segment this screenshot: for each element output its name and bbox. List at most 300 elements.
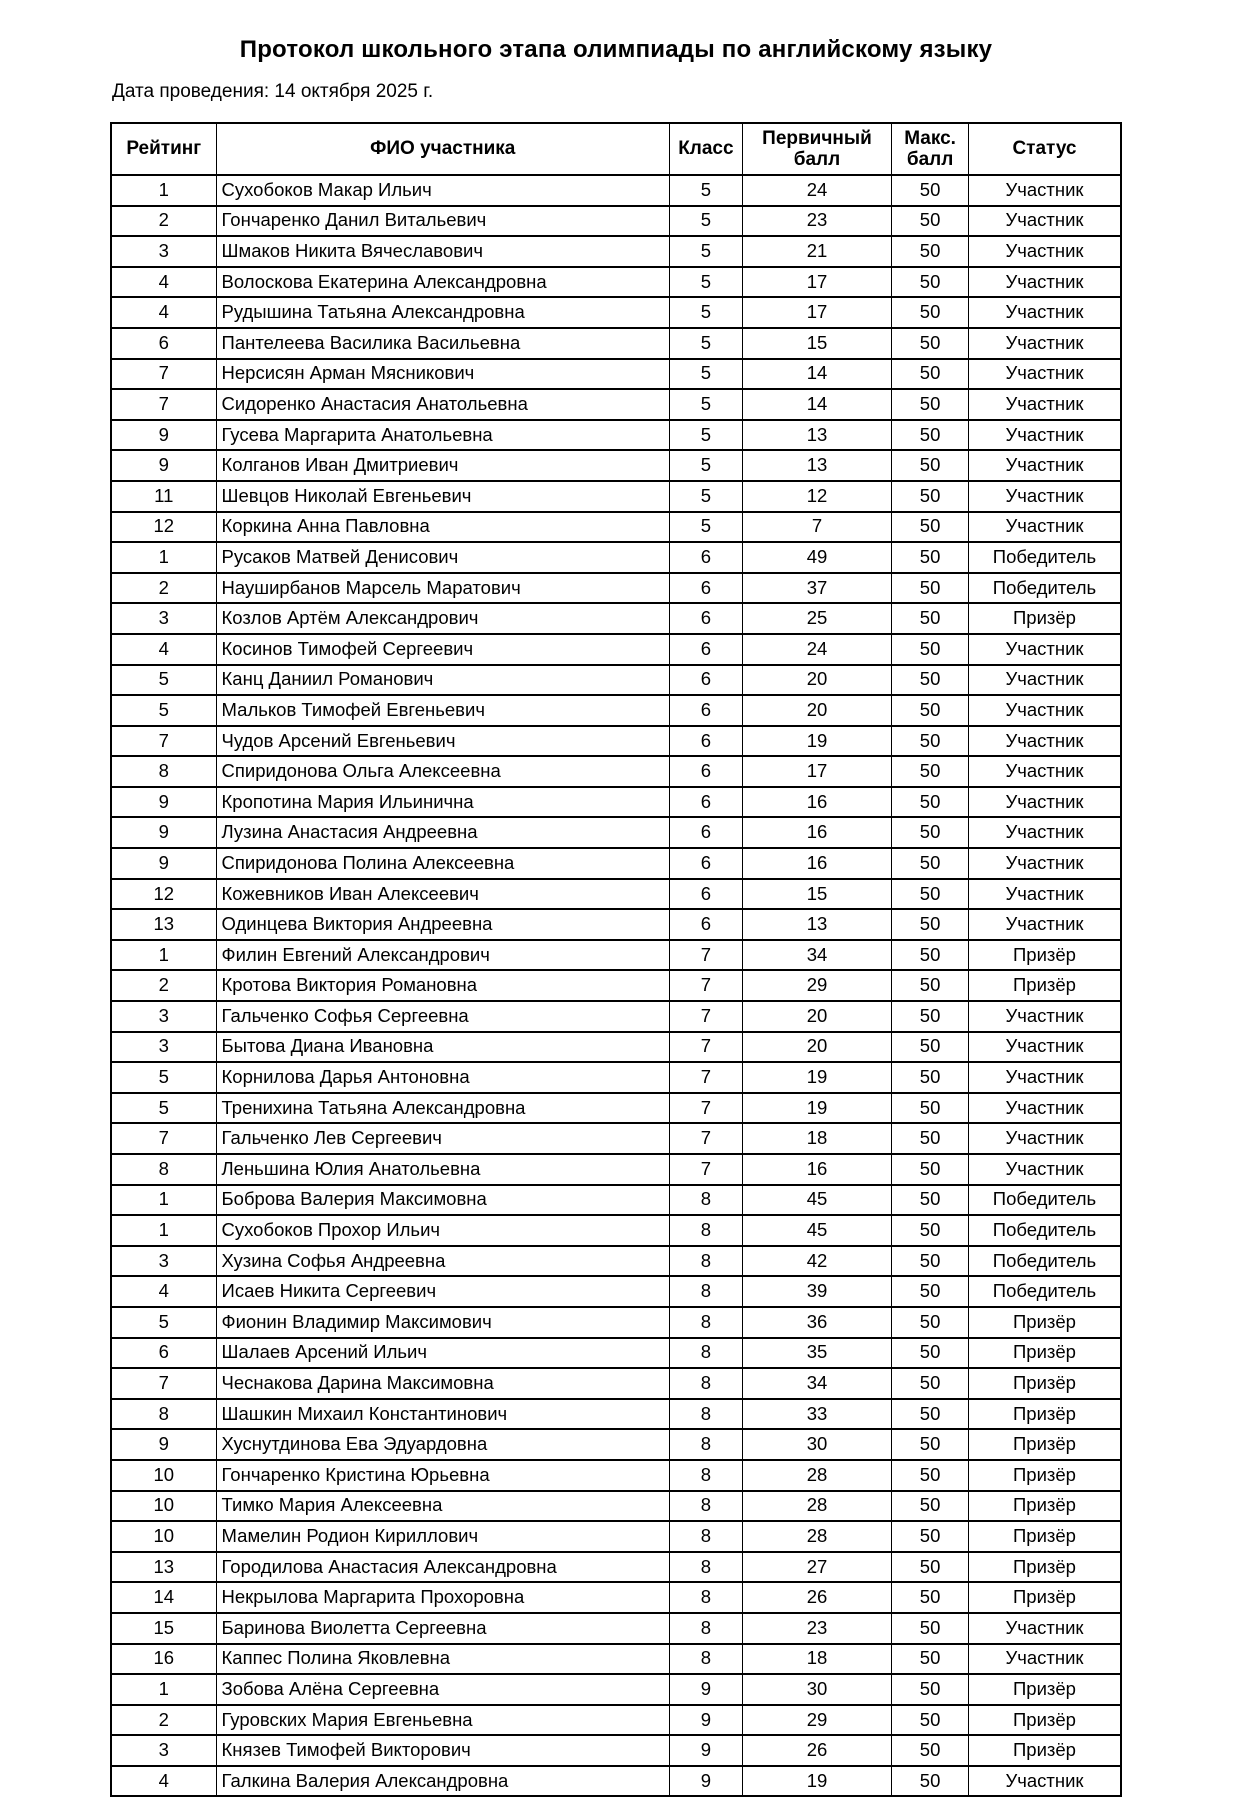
score-cell: 13: [742, 909, 891, 940]
rank-cell: 3: [111, 236, 216, 267]
score-cell: 14: [742, 359, 891, 390]
max-score-cell: 50: [892, 1735, 969, 1766]
grade-cell: 5: [670, 420, 743, 451]
table-row: [111, 1032, 1121, 1063]
score-cell: 19: [742, 1766, 891, 1797]
table-row: [111, 1766, 1121, 1797]
grade-cell: 6: [670, 756, 743, 787]
grade-cell: 6: [670, 817, 743, 848]
grade-cell: 8: [670, 1246, 743, 1277]
max-score-cell: 50: [892, 1338, 969, 1369]
max-score-cell: 50: [892, 1705, 969, 1736]
score-cell: 19: [742, 726, 891, 757]
name-cell: Сухобоков Прохор Ильич: [216, 1215, 670, 1246]
status-cell: Участник: [968, 512, 1121, 543]
name-cell: Корнилова Дарья Антоновна: [216, 1062, 670, 1093]
table-body: [111, 175, 1121, 1796]
table-row: [111, 1154, 1121, 1185]
name-cell: Гусева Маргарита Анатольевна: [216, 420, 670, 451]
name-cell: Каппес Полина Яковлевна: [216, 1644, 670, 1675]
score-cell: 16: [742, 787, 891, 818]
max-score-cell: 50: [892, 1491, 969, 1522]
max-score-cell: 50: [892, 1062, 969, 1093]
score-cell: 34: [742, 1368, 891, 1399]
grade-cell: 8: [670, 1613, 743, 1644]
score-cell: 34: [742, 940, 891, 971]
name-cell: Кропотина Мария Ильинична: [216, 787, 670, 818]
table-row: [111, 1093, 1121, 1124]
name-cell: Лузина Анастасия Андреевна: [216, 817, 670, 848]
status-cell: Участник: [968, 175, 1121, 206]
status-cell: Участник: [968, 909, 1121, 940]
table-row: [111, 726, 1121, 757]
table-row: [111, 481, 1121, 512]
max-score-cell: 50: [892, 1123, 969, 1154]
score-cell: 36: [742, 1307, 891, 1338]
score-cell: 16: [742, 848, 891, 879]
status-cell: Участник: [968, 389, 1121, 420]
score-cell: 28: [742, 1521, 891, 1552]
max-score-cell: 50: [892, 756, 969, 787]
max-score-cell: 50: [892, 1644, 969, 1675]
max-score-cell: 50: [892, 1276, 969, 1307]
max-score-cell: 50: [892, 1613, 969, 1644]
rank-cell: 5: [111, 1062, 216, 1093]
rank-cell: 4: [111, 1766, 216, 1797]
rank-cell: 5: [111, 1093, 216, 1124]
table-row: [111, 1705, 1121, 1736]
rank-cell: 13: [111, 1552, 216, 1583]
name-cell: Городилова Анастасия Александровна: [216, 1552, 670, 1583]
max-score-cell: 50: [892, 359, 969, 390]
table-row: [111, 1215, 1121, 1246]
col-header-score: Первичный балл: [742, 123, 891, 175]
grade-cell: 9: [670, 1766, 743, 1797]
rank-cell: 4: [111, 634, 216, 665]
max-score-cell: 50: [892, 328, 969, 359]
score-cell: 23: [742, 1613, 891, 1644]
status-cell: Участник: [968, 1062, 1121, 1093]
score-cell: 16: [742, 817, 891, 848]
max-score-cell: 50: [892, 297, 969, 328]
status-cell: Участник: [968, 236, 1121, 267]
grade-cell: 8: [670, 1276, 743, 1307]
status-cell: Победитель: [968, 1215, 1121, 1246]
status-cell: Участник: [968, 481, 1121, 512]
grade-cell: 5: [670, 267, 743, 298]
rank-cell: 1: [111, 1215, 216, 1246]
max-score-cell: 50: [892, 450, 969, 481]
grade-cell: 8: [670, 1644, 743, 1675]
rank-cell: 9: [111, 1429, 216, 1460]
grade-cell: 8: [670, 1307, 743, 1338]
col-header-name: ФИО участника: [216, 123, 670, 175]
col-header-status: Статус: [968, 123, 1121, 175]
rank-cell: 8: [111, 1399, 216, 1430]
max-score-cell: 50: [892, 909, 969, 940]
rank-cell: 1: [111, 1185, 216, 1216]
table-row: [111, 665, 1121, 696]
grade-cell: 5: [670, 328, 743, 359]
name-cell: Хуснутдинова Ева Эдуардовна: [216, 1429, 670, 1460]
rank-cell: 5: [111, 695, 216, 726]
name-cell: Тренихина Татьяна Александровна: [216, 1093, 670, 1124]
grade-cell: 7: [670, 970, 743, 1001]
table-row: [111, 359, 1121, 390]
grade-cell: 9: [670, 1705, 743, 1736]
grade-cell: 5: [670, 481, 743, 512]
score-cell: 35: [742, 1338, 891, 1369]
name-cell: Чудов Арсений Евгеньевич: [216, 726, 670, 757]
grade-cell: 8: [670, 1338, 743, 1369]
max-score-cell: 50: [892, 1766, 969, 1797]
score-cell: 49: [742, 542, 891, 573]
status-cell: Участник: [968, 1093, 1121, 1124]
table-row: [111, 542, 1121, 573]
grade-cell: 8: [670, 1215, 743, 1246]
table-row: [111, 236, 1121, 267]
table-row: [111, 389, 1121, 420]
name-cell: Гончаренко Кристина Юрьевна: [216, 1460, 670, 1491]
name-cell: Баринова Виолетта Сергеевна: [216, 1613, 670, 1644]
max-score-cell: 50: [892, 1552, 969, 1583]
table-row: [111, 1613, 1121, 1644]
status-cell: Участник: [968, 267, 1121, 298]
score-cell: 15: [742, 328, 891, 359]
status-cell: Призёр: [968, 1429, 1121, 1460]
max-score-cell: 50: [892, 1307, 969, 1338]
max-score-cell: 50: [892, 603, 969, 634]
table-row: [111, 1062, 1121, 1093]
rank-cell: 9: [111, 420, 216, 451]
score-cell: 25: [742, 603, 891, 634]
table-row: [111, 1674, 1121, 1705]
status-cell: Победитель: [968, 573, 1121, 604]
table-row: [111, 603, 1121, 634]
name-cell: Филин Евгений Александрович: [216, 940, 670, 971]
rank-cell: 9: [111, 787, 216, 818]
status-cell: Призёр: [968, 940, 1121, 971]
score-cell: 20: [742, 695, 891, 726]
grade-cell: 8: [670, 1399, 743, 1430]
status-cell: Участник: [968, 848, 1121, 879]
table-row: [111, 817, 1121, 848]
score-cell: 45: [742, 1215, 891, 1246]
rank-cell: 12: [111, 879, 216, 910]
table-row: [111, 1123, 1121, 1154]
max-score-cell: 50: [892, 481, 969, 512]
name-cell: Исаев Никита Сергеевич: [216, 1276, 670, 1307]
max-score-cell: 50: [892, 1674, 969, 1705]
max-score-cell: 50: [892, 420, 969, 451]
name-cell: Колганов Иван Дмитриевич: [216, 450, 670, 481]
table-row: [111, 1368, 1121, 1399]
max-score-cell: 50: [892, 879, 969, 910]
table-row: [111, 420, 1121, 451]
status-cell: Участник: [968, 665, 1121, 696]
status-cell: Участник: [968, 879, 1121, 910]
table-row: [111, 756, 1121, 787]
grade-cell: 7: [670, 1154, 743, 1185]
rank-cell: 3: [111, 1246, 216, 1277]
status-cell: Призёр: [968, 970, 1121, 1001]
score-cell: 19: [742, 1062, 891, 1093]
table-row: [111, 848, 1121, 879]
grade-cell: 6: [670, 634, 743, 665]
grade-cell: 5: [670, 359, 743, 390]
grade-cell: 5: [670, 236, 743, 267]
score-cell: 33: [742, 1399, 891, 1430]
rank-cell: 1: [111, 940, 216, 971]
name-cell: Шмаков Никита Вячеславович: [216, 236, 670, 267]
rank-cell: 16: [111, 1644, 216, 1675]
status-cell: Участник: [968, 359, 1121, 390]
rank-cell: 1: [111, 1674, 216, 1705]
status-cell: Призёр: [968, 1307, 1121, 1338]
max-score-cell: 50: [892, 389, 969, 420]
name-cell: Тимко Мария Алексеевна: [216, 1491, 670, 1522]
grade-cell: 7: [670, 1032, 743, 1063]
grade-cell: 8: [670, 1460, 743, 1491]
score-cell: 24: [742, 175, 891, 206]
status-cell: Победитель: [968, 1185, 1121, 1216]
rank-cell: 4: [111, 267, 216, 298]
status-cell: Участник: [968, 1032, 1121, 1063]
name-cell: Науширбанов Марсель Маратович: [216, 573, 670, 604]
rank-cell: 7: [111, 389, 216, 420]
max-score-cell: 50: [892, 726, 969, 757]
grade-cell: 6: [670, 909, 743, 940]
name-cell: Канц Даниил Романович: [216, 665, 670, 696]
score-cell: 23: [742, 206, 891, 237]
table-row: [111, 450, 1121, 481]
status-cell: Призёр: [968, 1368, 1121, 1399]
status-cell: Участник: [968, 450, 1121, 481]
status-cell: Призёр: [968, 1521, 1121, 1552]
table-row: [111, 940, 1121, 971]
grade-cell: 6: [670, 665, 743, 696]
name-cell: Сухобоков Макар Ильич: [216, 175, 670, 206]
status-cell: Участник: [968, 1613, 1121, 1644]
rank-cell: 3: [111, 1735, 216, 1766]
table-row: [111, 267, 1121, 298]
rank-cell: 7: [111, 1368, 216, 1399]
status-cell: Участник: [968, 1766, 1121, 1797]
table-row: [111, 1246, 1121, 1277]
grade-cell: 8: [670, 1368, 743, 1399]
name-cell: Волоскова Екатерина Александровна: [216, 267, 670, 298]
score-cell: 17: [742, 756, 891, 787]
max-score-cell: 50: [892, 1001, 969, 1032]
name-cell: Галкина Валерия Александровна: [216, 1766, 670, 1797]
score-cell: 14: [742, 389, 891, 420]
table-row: [111, 328, 1121, 359]
score-cell: 37: [742, 573, 891, 604]
status-cell: Участник: [968, 420, 1121, 451]
status-cell: Участник: [968, 817, 1121, 848]
rank-cell: 4: [111, 1276, 216, 1307]
table-row: [111, 297, 1121, 328]
date-line: Дата проведения: 14 октября 2025 г.: [112, 81, 434, 102]
name-cell: Гальченко Софья Сергеевна: [216, 1001, 670, 1032]
name-cell: Мамелин Родион Кириллович: [216, 1521, 670, 1552]
table-row: [111, 1338, 1121, 1369]
status-cell: Призёр: [968, 603, 1121, 634]
name-cell: Мальков Тимофей Евгеньевич: [216, 695, 670, 726]
grade-cell: 6: [670, 726, 743, 757]
rank-cell: 3: [111, 1001, 216, 1032]
name-cell: Нерсисян Арман Мясникович: [216, 359, 670, 390]
max-score-cell: 50: [892, 970, 969, 1001]
table-row: [111, 879, 1121, 910]
score-cell: 20: [742, 665, 891, 696]
grade-cell: 7: [670, 940, 743, 971]
status-cell: Участник: [968, 1154, 1121, 1185]
max-score-cell: 50: [892, 267, 969, 298]
rank-cell: 5: [111, 665, 216, 696]
name-cell: Гальченко Лев Сергеевич: [216, 1123, 670, 1154]
score-cell: 13: [742, 420, 891, 451]
max-score-cell: 50: [892, 665, 969, 696]
max-score-cell: 50: [892, 1185, 969, 1216]
name-cell: Спиридонова Ольга Алексеевна: [216, 756, 670, 787]
col-header-grade: Класс: [670, 123, 743, 175]
score-cell: 30: [742, 1429, 891, 1460]
grade-cell: 8: [670, 1582, 743, 1613]
rank-cell: 10: [111, 1491, 216, 1522]
max-score-cell: 50: [892, 940, 969, 971]
grade-cell: 8: [670, 1521, 743, 1552]
status-cell: Победитель: [968, 1246, 1121, 1277]
grade-cell: 5: [670, 512, 743, 543]
score-cell: 28: [742, 1460, 891, 1491]
grade-cell: 8: [670, 1491, 743, 1522]
score-cell: 27: [742, 1552, 891, 1583]
score-cell: 17: [742, 297, 891, 328]
name-cell: Русаков Матвей Денисович: [216, 542, 670, 573]
max-score-cell: 50: [892, 512, 969, 543]
name-cell: Косинов Тимофей Сергеевич: [216, 634, 670, 665]
table-row: [111, 206, 1121, 237]
score-cell: 45: [742, 1185, 891, 1216]
score-cell: 26: [742, 1735, 891, 1766]
grade-cell: 5: [670, 297, 743, 328]
table-row: [111, 1429, 1121, 1460]
name-cell: Зобова Алёна Сергеевна: [216, 1674, 670, 1705]
score-cell: 21: [742, 236, 891, 267]
name-cell: Гуровских Мария Евгеньевна: [216, 1705, 670, 1736]
max-score-cell: 50: [892, 206, 969, 237]
rank-cell: 7: [111, 1123, 216, 1154]
score-cell: 19: [742, 1093, 891, 1124]
max-score-cell: 50: [892, 573, 969, 604]
table-row: [111, 1582, 1121, 1613]
max-score-cell: 50: [892, 1521, 969, 1552]
score-cell: 18: [742, 1123, 891, 1154]
max-score-cell: 50: [892, 1154, 969, 1185]
rank-cell: 8: [111, 1154, 216, 1185]
rank-cell: 5: [111, 1307, 216, 1338]
table-row: [111, 695, 1121, 726]
grade-cell: 5: [670, 206, 743, 237]
table-row: [111, 1460, 1121, 1491]
grade-cell: 6: [670, 787, 743, 818]
name-cell: Чеснакова Дарина Максимовна: [216, 1368, 670, 1399]
score-cell: 29: [742, 970, 891, 1001]
table-row: [111, 970, 1121, 1001]
rank-cell: 2: [111, 1705, 216, 1736]
score-cell: 20: [742, 1001, 891, 1032]
status-cell: Призёр: [968, 1705, 1121, 1736]
max-score-cell: 50: [892, 695, 969, 726]
status-cell: Победитель: [968, 1276, 1121, 1307]
status-cell: Участник: [968, 1001, 1121, 1032]
score-cell: 17: [742, 267, 891, 298]
grade-cell: 7: [670, 1123, 743, 1154]
max-score-cell: 50: [892, 634, 969, 665]
rank-cell: 15: [111, 1613, 216, 1644]
grade-cell: 6: [670, 879, 743, 910]
rank-cell: 2: [111, 970, 216, 1001]
rank-cell: 3: [111, 1032, 216, 1063]
rank-cell: 2: [111, 206, 216, 237]
rank-cell: 11: [111, 481, 216, 512]
status-cell: Призёр: [968, 1674, 1121, 1705]
rank-cell: 13: [111, 909, 216, 940]
max-score-cell: 50: [892, 1032, 969, 1063]
name-cell: Спиридонова Полина Алексеевна: [216, 848, 670, 879]
status-cell: Участник: [968, 695, 1121, 726]
col-header-max: Макс. балл: [892, 123, 969, 175]
table-row: [111, 1491, 1121, 1522]
score-cell: 42: [742, 1246, 891, 1277]
max-score-cell: 50: [892, 1368, 969, 1399]
name-cell: Леньшина Юлия Анатольевна: [216, 1154, 670, 1185]
status-cell: Призёр: [968, 1491, 1121, 1522]
max-score-cell: 50: [892, 1246, 969, 1277]
rank-cell: 7: [111, 726, 216, 757]
status-cell: Призёр: [968, 1399, 1121, 1430]
grade-cell: 9: [670, 1674, 743, 1705]
rank-cell: 7: [111, 359, 216, 390]
max-score-cell: 50: [892, 848, 969, 879]
max-score-cell: 50: [892, 1215, 969, 1246]
table-row: [111, 787, 1121, 818]
table-row: [111, 175, 1121, 206]
score-cell: 39: [742, 1276, 891, 1307]
page-title: Протокол школьного этапа олимпиады по английскому языку: [239, 36, 993, 63]
table-row: [111, 512, 1121, 543]
score-cell: 28: [742, 1491, 891, 1522]
grade-cell: 7: [670, 1062, 743, 1093]
name-cell: Сидоренко Анастасия Анатольевна: [216, 389, 670, 420]
name-cell: Гончаренко Данил Витальевич: [216, 206, 670, 237]
name-cell: Рудышина Татьяна Александровна: [216, 297, 670, 328]
name-cell: Кротова Виктория Романовна: [216, 970, 670, 1001]
name-cell: Кожевников Иван Алексеевич: [216, 879, 670, 910]
score-cell: 18: [742, 1644, 891, 1675]
grade-cell: 7: [670, 1001, 743, 1032]
status-cell: Победитель: [968, 542, 1121, 573]
rank-cell: 3: [111, 603, 216, 634]
table-row: [111, 1735, 1121, 1766]
status-cell: Участник: [968, 328, 1121, 359]
score-cell: 29: [742, 1705, 891, 1736]
max-score-cell: 50: [892, 236, 969, 267]
name-cell: Некрылова Маргарита Прохоровна: [216, 1582, 670, 1613]
status-cell: Участник: [968, 787, 1121, 818]
rank-cell: 6: [111, 328, 216, 359]
